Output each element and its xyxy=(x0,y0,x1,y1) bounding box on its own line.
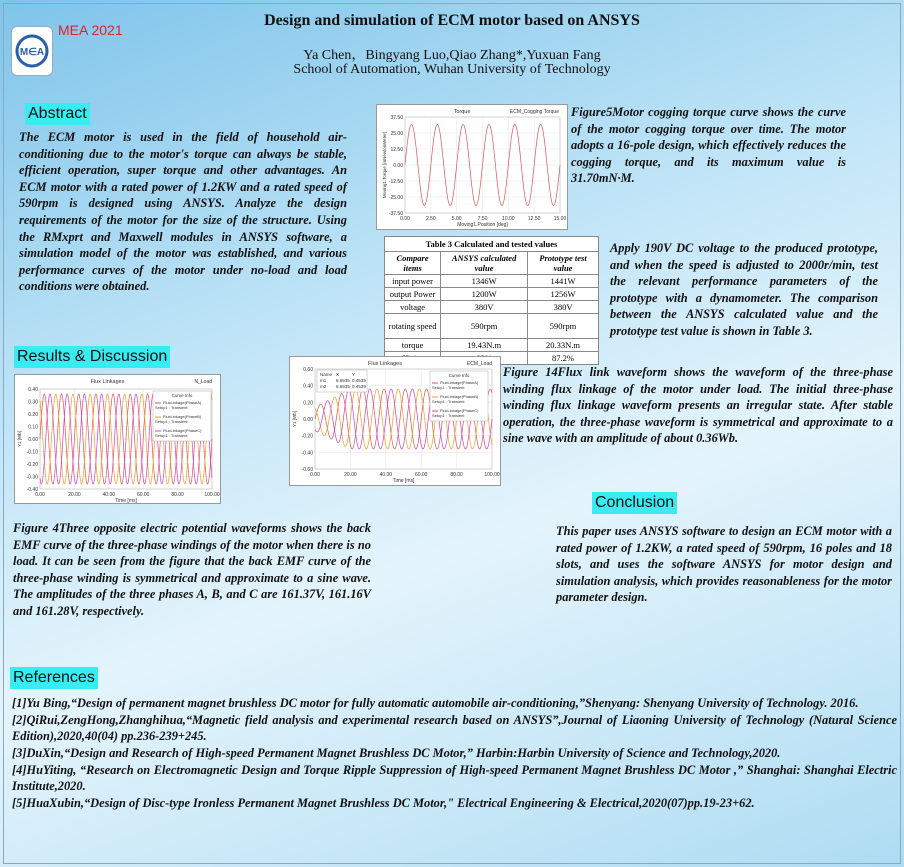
table3-cell: 590rpm xyxy=(441,314,528,339)
x-tick-label: 80.00 xyxy=(450,472,463,478)
table3-cell: 87.2% xyxy=(528,352,599,365)
table3-cell: input power xyxy=(385,275,441,288)
legend-entry: FluxLinkage(PhaseC) xyxy=(440,408,479,413)
affiliation: School of Automation, Wuhan University of Technology xyxy=(293,62,611,77)
logo-icon xyxy=(12,27,52,75)
y-tick-label: -0.40 xyxy=(301,450,313,457)
x-tick-label: 20.00 xyxy=(68,492,81,498)
marker-cell: m2 xyxy=(320,384,327,389)
table3-cell: 1256W xyxy=(528,288,599,301)
table3-text: Apply 190V DC voltage to the produced prototype, and when the speed is adjusted to 2000r/min, test the relevant performance parameters of the prototype with a dynamometer. The comparison between the ANSYS calculated value and the prototype test value is shown in Table 3. xyxy=(610,241,878,338)
x-tick-label: 2.50 xyxy=(425,216,436,222)
chart-subtitle: ECM_Load xyxy=(466,361,492,367)
logo-text: M∈A xyxy=(19,47,45,58)
x-tick-label: 0.00 xyxy=(310,472,320,478)
legend-title: Curve Info xyxy=(448,373,470,378)
y-tick-label: -37.50 xyxy=(388,211,403,217)
table3-row xyxy=(385,288,599,301)
conference-badge: MEA 2021 xyxy=(58,22,123,38)
x-tick-label: 7.50 xyxy=(477,216,488,222)
table3-row xyxy=(385,275,599,288)
table3-cell: 380V xyxy=(528,301,599,314)
legend-setup: Setup1 : Transient xyxy=(432,413,465,418)
x-tick-label: 20.00 xyxy=(344,472,357,478)
table3-header-cell: ANSYS calculated value xyxy=(441,252,528,275)
table3-row xyxy=(385,339,599,352)
y-tick-label: 0.30 xyxy=(28,399,38,406)
fig5-torque-chart xyxy=(376,104,568,230)
y-tick-label: 37.50 xyxy=(390,115,403,121)
y-axis-label: Y1 [Wb] xyxy=(17,430,22,448)
conclusion-text: This paper uses ANSYS software to design an ECM motor with a rated power of 1.2KW, a rated speed of 590rpm, 16 poles and 18 slots, and uses the software ANSYS for motor design and simulation analysis, which provides reasonableness for the motor parameter design. xyxy=(556,524,892,605)
y-tick-label: 0.00 xyxy=(28,437,38,443)
authors: Ya Chen，Bingyang Luo,Qiao Zhang*,Yuxuan Fang xyxy=(303,48,601,63)
table3-cell: 89% xyxy=(441,352,528,365)
table3-cell: output Power xyxy=(385,288,441,301)
marker-cell: 0.4539 xyxy=(352,384,366,389)
x-tick-label: 12.50 xyxy=(527,216,541,222)
reference-item: [4]HuYiting, “Research on Electromagnetic Design and Torque Ripple Suppression of High-speed Permanent Magnet Brushless DC Motor ,” Shanghai: Shanghai Electric Institute,2020. xyxy=(12,763,897,793)
table3-cell: 590rpm xyxy=(528,314,599,339)
y-axis-label: Moving1.Torque [mNewtonMeter] xyxy=(382,131,387,199)
marker-header: Name xyxy=(320,372,333,377)
references-list xyxy=(12,695,897,812)
table3-caption: Table 3 Calculated and tested values xyxy=(384,236,599,251)
x-tick-label: 15.00 xyxy=(553,216,567,222)
y-tick-label: 0.00 xyxy=(393,163,403,169)
chart-title: Torque xyxy=(453,109,471,115)
marker-cell: 0.4539 xyxy=(352,378,366,383)
legend-setup: Setup1 : Transient xyxy=(155,433,188,438)
x-tick-label: 40.00 xyxy=(102,492,116,498)
x-tick-label: 100.00 xyxy=(204,492,220,498)
marker-header: X xyxy=(336,372,340,377)
references-heading: References xyxy=(10,667,98,689)
table3-cell: 1441W xyxy=(528,275,599,288)
y-tick-label: -25.00 xyxy=(388,195,403,201)
x-tick-label: 60.00 xyxy=(414,472,428,478)
y-axis-label: Y1 [Wb] xyxy=(292,410,297,428)
reference-item: [3]DuXin,“Design and Research of High-speed Permanent Magnet Brushless DC Motor,” Harbin:Harbin University of Science and Technology,2020. xyxy=(12,746,781,760)
y-tick-label: 25.00 xyxy=(390,131,403,137)
y-tick-label: 0.20 xyxy=(28,412,38,418)
y-tick-label: 0.10 xyxy=(28,424,38,431)
legend-entry: FluxLinkage(PhaseB) xyxy=(163,414,202,419)
y-tick-label: -0.10 xyxy=(26,449,38,456)
table3-row xyxy=(385,301,599,314)
conclusion-heading: Conclusion xyxy=(592,492,677,514)
legend-entry: FluxLinkage(PhaseC) xyxy=(163,428,202,433)
table3-cell: 1200W xyxy=(441,288,528,301)
table3-cell: voltage xyxy=(385,301,441,314)
fig5-caption: Figure5Motor cogging torque curve shows the curve of the motor cogging torque over time. The motor adopts a 16-pole design, which effectively reduces the cogging torque, and its maximum value is 31.70mN·M. xyxy=(571,105,846,186)
reference-item: [1]Yu Bing,“Design of permanent magnet brushless DC motor for fully automatic automobile air-conditioning,”Shenyang: Shenyang University of Technology. 2016. xyxy=(12,696,859,710)
chart-subtitle: N_Load xyxy=(194,379,212,385)
x-tick-label: 100.00 xyxy=(484,472,500,478)
abstract-text: The ECM motor is used in the field of household air-conditioning due to the motor's torque can always be stable, efficient operation, super torque and other advantages. An ECM motor with a rated power of 1.2KW and a rated speed of 590rpm is designed using ANSYS. Analyze the design requirements of the motor for the size of the structure. Using the RMxprt and Maxwell modules in ANSYS software, a simulation model of the motor was established, and various performance curves of the motor under no-load and load conditions were obtained. xyxy=(19,130,347,294)
table3-cell: efficient xyxy=(385,352,441,365)
y-tick-label: -0.20 xyxy=(26,462,38,468)
y-tick-label: 0.20 xyxy=(303,400,313,407)
chart-subtitle: ECM_Cogging Torque xyxy=(509,109,559,115)
fig14-flux-chart xyxy=(289,356,501,486)
x-tick-label: 0.00 xyxy=(35,492,45,498)
table3-row xyxy=(385,314,599,339)
legend-setup: Setup1 : Transient xyxy=(155,419,188,424)
y-tick-label: 0.00 xyxy=(303,417,313,423)
y-tick-label: -0.40 xyxy=(26,487,38,493)
legend-setup: Setup1 : Transient xyxy=(432,399,465,404)
x-tick-label: 5.00 xyxy=(451,216,462,222)
fig4-caption: Figure 4Three opposite electric potential waveforms shows the back EMF curve of the three-phase windings of the motor when there is no load. It can be seen from the figure that the back EMF curve of the three-phase winding is symmetrical and approximate to a sine wave. The amplitudes of the three phases A, B, and C are 161.37V, 161.16V and 161.28V, respectively. xyxy=(13,521,371,618)
abstract-heading: Abstract xyxy=(25,103,90,125)
results-heading: Results & Discussion xyxy=(14,346,170,368)
table3-header-cell: Compare items xyxy=(385,252,441,275)
chart-title: Flux Linkages xyxy=(90,379,125,385)
legend-setup: Setup1 : Transient xyxy=(432,385,465,390)
y-tick-label: 0.40 xyxy=(303,383,313,390)
fig4-flux-chart xyxy=(14,374,221,504)
x-tick-label: 80.00 xyxy=(171,492,184,498)
x-axis-label: Time [ms] xyxy=(115,498,137,504)
y-tick-label: 0.60 xyxy=(303,367,313,373)
marker-header: Y xyxy=(352,372,356,377)
fig14-caption: Figure 14Flux link waveform shows the waveform of the three-phase winding flux linkage of the motor under load. The initial three-phase winding flux linkage waveform presents an irregular state. After stable operation, the three-phase waveform is symmetrical and approximate to a sine wave with an amplitude of about 0.36Wb. xyxy=(503,365,893,446)
mea-logo xyxy=(11,26,53,76)
legend-setup: Setup1 : Transient xyxy=(155,405,188,410)
x-tick-label: 0.00 xyxy=(400,216,410,222)
x-tick-label: 40.00 xyxy=(379,472,393,478)
table3-header-cell: Prototype test value xyxy=(528,252,599,275)
legend-entry: FluxLinkage(PhaseA) xyxy=(163,400,202,405)
legend-entry: FluxLinkage(PhaseB) xyxy=(440,394,479,399)
y-tick-label: -0.60 xyxy=(301,467,313,473)
table3-cell: 19.43N.m xyxy=(441,339,528,352)
marker-cell: m1 xyxy=(320,378,327,383)
chart-title: Flux Linkages xyxy=(368,361,402,367)
table3-cell: 20.33N.m xyxy=(528,339,599,352)
x-axis-label: Time [ms] xyxy=(392,478,415,484)
y-tick-label: 12.50 xyxy=(390,147,403,153)
table3 xyxy=(384,236,599,365)
legend-title: Curve Info xyxy=(171,393,193,398)
table3-cell: rotating speed xyxy=(385,314,441,339)
legend-entry: FluxLinkage(PhaseA) xyxy=(440,380,479,385)
reference-item: [5]HuaXubin,“Design of Disc-type Ironless Permanent Magnet Brushless DC Motor," Electrical Engineering & Electrical,2020(07)pp.19-23+62. xyxy=(12,796,755,810)
y-tick-label: 0.40 xyxy=(28,387,38,393)
table3-cell: 380V xyxy=(441,301,528,314)
y-tick-label: -12.50 xyxy=(388,179,403,185)
table3-cell: 1346W xyxy=(441,275,528,288)
x-axis-label: Moving1.Position [deg] xyxy=(457,222,508,228)
poster-title: Design and simulation of ECM motor based on ANSYS xyxy=(264,12,640,29)
y-tick-label: -0.30 xyxy=(26,474,38,481)
table3-cell: torque xyxy=(385,339,441,352)
x-tick-label: 60.00 xyxy=(136,492,150,498)
x-tick-label: 10.00 xyxy=(502,216,515,222)
y-tick-label: -0.20 xyxy=(301,433,313,440)
marker-cell: 8.6935 xyxy=(336,378,350,383)
marker-cell: 8.6935 xyxy=(336,384,350,389)
reference-item: [2]QiRui,ZengHong,Zhanghihua,“Magnetic field analysis and experimental research based on ANSYS”,Journal of Liaoning University of Technology (Natural Science Edition),2020,40(04) pp.236-239+245. xyxy=(12,713,897,743)
